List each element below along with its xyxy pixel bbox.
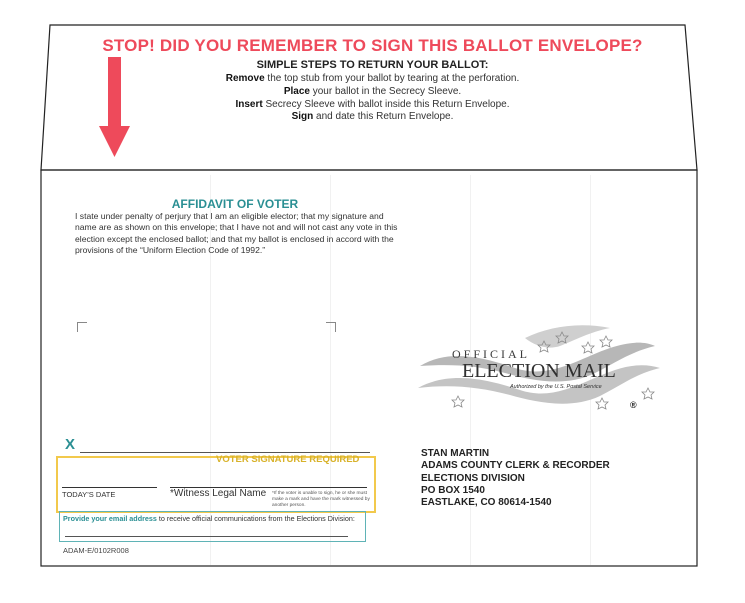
step-insert: Insert Secrecy Sleeve with ballot inside this Return Envelope. — [235, 99, 510, 110]
logo-official-text: OFFICIAL — [452, 347, 531, 361]
address-line: ADAMS COUNTY CLERK & RECORDER — [421, 460, 610, 472]
registered-mark: ® — [630, 400, 637, 410]
corner-mark-right — [326, 322, 336, 332]
corner-mark-left — [77, 322, 87, 332]
voter-signature-line[interactable] — [80, 452, 370, 453]
address-line: ELECTIONS DIVISION — [421, 472, 525, 484]
mailing-address — [421, 448, 610, 509]
email-field[interactable] — [65, 536, 348, 537]
affidavit-body: I state under penalty of perjury that I am an eligible elector; that my signature and name are as shown on this envelope; that I have not and will not cast any vote in this election except the enclosed ballot; and that my ballot is enclosed in accord with the provisions of the “Uniform Election Code of 1992.” — [75, 211, 398, 255]
form-id: ADAM-E/0102R008 — [63, 546, 129, 555]
step-sign: Sign and date this Return Envelope. — [291, 111, 454, 122]
steps-title: SIMPLE STEPS TO RETURN YOUR BALLOT: — [256, 59, 489, 71]
address-line: STAN MARTIN — [421, 448, 490, 459]
voter-signature-required-label: VOTER SIGNATURE REQUIRED — [216, 454, 360, 465]
todays-date-label: TODAY’S DATE — [62, 490, 116, 499]
address-line: EASTLAKE, CO 80614-1540 — [421, 497, 552, 509]
step-remove: Remove the top stub from your ballot by tearing at the perforation. — [225, 73, 520, 84]
email-prompt: Provide your email address to receive official communications from the Elections Division: — [63, 514, 355, 523]
date-line[interactable] — [62, 487, 157, 488]
witness-note: *If the voter is unable to sign, he or she must make a mark and have the mark witnessed by another person. — [272, 491, 370, 508]
signature-x-mark: X — [65, 436, 76, 453]
address-line: PO BOX 1540 — [421, 484, 485, 496]
logo-election-mail-text: ELECTION MAIL — [462, 360, 616, 382]
witness-name-label: *Witness Legal Name — [170, 488, 267, 499]
official-election-mail-logo — [410, 318, 670, 423]
logo-authorized-text: Authorized by the U.S. Postal Service — [510, 384, 602, 390]
affidavit-title: AFFIDAVIT OF VOTER — [171, 197, 299, 211]
headline: STOP! DID YOU REMEMBER TO SIGN THIS BALLOT ENVELOPE? — [102, 36, 643, 55]
step-place: Place your ballot in the Secrecy Sleeve. — [283, 86, 462, 97]
